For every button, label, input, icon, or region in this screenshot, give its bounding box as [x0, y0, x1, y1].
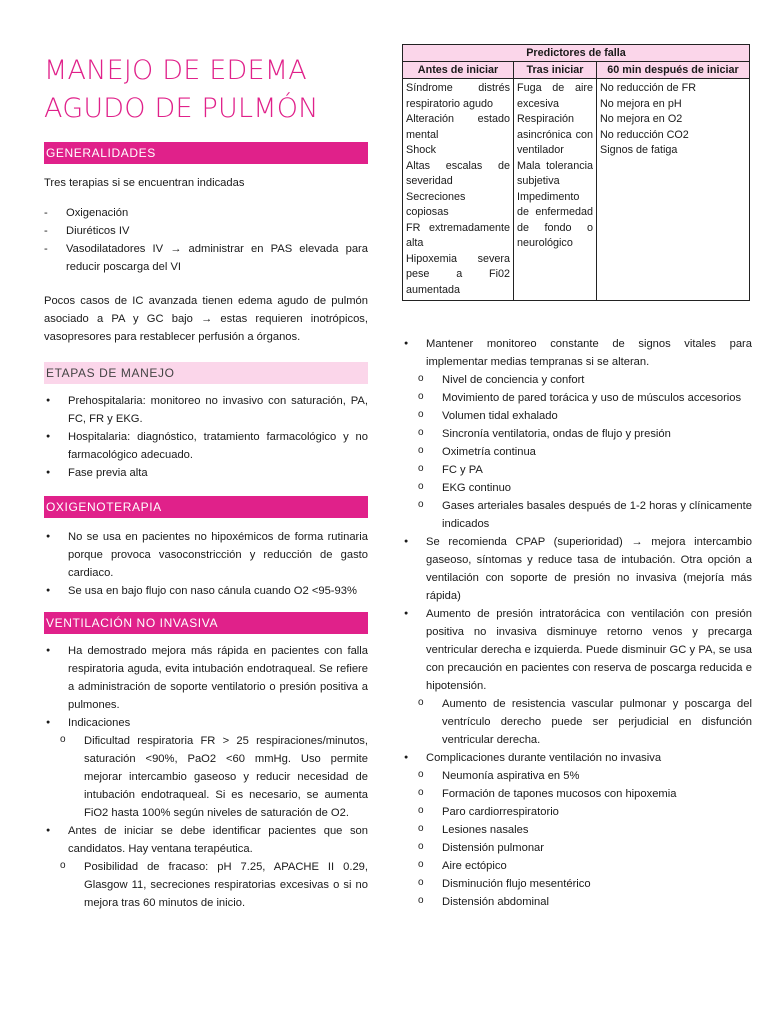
table-cell-antes: [403, 79, 514, 301]
table-header: Antes de iniciar: [403, 62, 514, 79]
sublist-item: o Aumento de resistencia vascular pulmonar y poscarga del ventrículo derecho puede ser perjudicial en disfunción ventricular derecha.: [418, 695, 752, 749]
list-item: ● Mantener monitoreo constante de signos vitales para implementar medias tempranas si se alteran.: [402, 335, 752, 371]
list-item: ● Aumento de presión intratorácica con ventilación con presión positiva no invasiva disminuye retorno venos y precarga ventricular derecha e izquierda. Puede disminuir GC y PA, se usa con precaución en pacientes con reserva de poscarga reducida e hipotensión.: [402, 605, 752, 695]
table-header: Tras iniciar: [514, 62, 597, 79]
cell-line: Alteración estado mental: [406, 113, 510, 141]
vni-indicaciones-sublist: [60, 732, 368, 822]
table-caption: Predictores de falla: [403, 45, 750, 62]
list-item: ● Ha demostrado mejora más rápida en pacientes con falla respiratoria aguda, evita intubación endotraqueal. Se refiere a administración de soporte ventilatorio o presión positiva a pulmones.: [44, 642, 368, 714]
cell-line: Shock: [406, 144, 437, 156]
presion-sublist: [418, 695, 752, 749]
cell-line: No reducción CO2: [600, 128, 689, 141]
list-item: ● Antes de iniciar se debe identificar pacientes que son candidatos. Hay ventana terapéutica.: [44, 822, 368, 858]
generalidades-list: [44, 204, 368, 276]
sublist-item: o Volumen tidal exhalado: [418, 407, 752, 425]
oxigenoterapia-list: [44, 528, 368, 600]
sublist-item: o Formación de tapones mucosos con hipoxemia: [418, 785, 752, 803]
sublist-item: o FC y PA: [418, 461, 752, 479]
sublist-item: o Movimiento de pared torácica y uso de músculos accesorios: [418, 389, 752, 407]
list-item: - Oxigenación: [44, 204, 368, 222]
list-item: ● Se recomienda CPAP (superioridad) → mejora intercambio gaseoso, síntomas y reduce tasa de intubación. Otra opción a ventilación con soporte de presión no invasiva (mejoría más rápida): [402, 533, 752, 605]
vni-fracaso-sublist: [60, 858, 368, 912]
title-line-2: AGUDO DE PULMÓN: [44, 93, 319, 124]
section-header-etapas: ETAPAS DE MANEJO: [44, 362, 368, 384]
sublist-item: o EKG continuo: [418, 479, 752, 497]
list-item: ● Hospitalaria: diagnóstico, tratamiento farmacológico y no farmacológico adecuado.: [44, 428, 368, 464]
sublist-item: o Gases arteriales basales después de 1-2 horas y clínicamente indicados: [418, 497, 752, 533]
list-item: ● Fase previa alta: [44, 464, 368, 482]
cell-line: Hipoxemia severa pese a Fi02 aumentada: [406, 252, 510, 296]
sublist-item: o Distensión abdominal: [418, 893, 752, 911]
list-item: ● Complicaciones durante ventilación no invasiva: [402, 749, 752, 767]
cell-line: No mejora en O2: [600, 113, 683, 125]
cell-line: Fuga de aire excesiva: [517, 82, 593, 110]
cell-line: Mala tolerancia subjetiva: [517, 159, 593, 187]
section-header-generalidades: GENERALIDADES: [44, 142, 368, 164]
generalidades-paragraph: Pocos casos de IC avanzada tienen edema agudo de pulmón asociado a PA y GC bajo → estas requieren inotrópicos, vasopresores para restablecer perfusión a órganos.: [44, 295, 368, 343]
vni-list-2: [44, 822, 368, 858]
table-cell-60min: [597, 79, 750, 301]
right-column: [402, 44, 752, 911]
cell-line: No mejora en pH: [600, 97, 682, 110]
generalidades-intro: Tres terapias si se encuentran indicadas: [44, 177, 245, 189]
cell-line: No reducción de FR: [600, 82, 697, 94]
cell-line: Signos de fatiga: [600, 144, 678, 156]
complicaciones-list: [402, 749, 752, 767]
cell-line: Impedimento de enfermedad de fondo o neurológico: [517, 190, 593, 249]
cell-line: Síndrome distrés respiratorio agudo: [406, 82, 510, 110]
list-item: - Vasodilatadores IV → administrar en PAS elevada para reducir poscarga del VI: [44, 240, 368, 276]
cell-line: Respiración asincrónica con ventilador: [517, 113, 593, 156]
complicaciones-sublist: [418, 767, 752, 911]
etapas-list: [44, 392, 368, 482]
sublist-item: o Paro cardiorrespiratorio: [418, 803, 752, 821]
sublist-item: o Aire ectópico: [418, 857, 752, 875]
sublist-item: o Nivel de conciencia y confort: [418, 371, 752, 389]
cpap-list: [402, 533, 752, 695]
list-item: ● No se usa en pacientes no hipoxémicos de forma rutinaria porque provoca vasoconstricción y reducción de gasto cardiaco.: [44, 528, 368, 582]
section-header-vni: VENTILACIÓN NO INVASIVA: [44, 612, 368, 634]
table-cell-tras: [514, 79, 597, 301]
section-header-oxigenoterapia: OXIGENOTERAPIA: [44, 496, 368, 518]
sublist-item: o Neumonía aspirativa en 5%: [418, 767, 752, 785]
predictores-table: [402, 44, 750, 301]
sublist-item: o Posibilidad de fracaso: pH 7.25, APACHE II 0.29, Glasgow 11, secreciones respiratorias excesivas o si no mejora tras 60 minutos de inicio.: [60, 858, 368, 912]
list-item: ● Indicaciones: [44, 714, 368, 732]
sublist-item: o Distensión pulmonar: [418, 839, 752, 857]
table-header: 60 min después de iniciar: [597, 62, 750, 79]
list-item: - Diuréticos IV: [44, 222, 368, 240]
sublist-item: o Oximetría continua: [418, 443, 752, 461]
cell-line: FR extremadamente alta: [406, 221, 510, 249]
sublist-item: o Sincronía ventilatoria, ondas de flujo y presión: [418, 425, 752, 443]
monitoreo-list: [402, 335, 752, 371]
sublist-item: o Lesiones nasales: [418, 821, 752, 839]
list-item: ● Se usa en bajo flujo con naso cánula cuando O2 <95-93%: [44, 582, 368, 600]
list-item: ● Prehospitalaria: monitoreo no invasivo con saturación, PA, FC, FR y EKG.: [44, 392, 368, 428]
title-line-1: MANEJO DE EDEMA: [44, 55, 307, 86]
vni-list: [44, 642, 368, 732]
page-title: [44, 52, 368, 128]
sublist-item: o Disminución flujo mesentérico: [418, 875, 752, 893]
sublist-item: o Dificultad respiratoria FR > 25 respiraciones/minutos, saturación <90%, PaO2 <60 mmHg. Uso permite mejorar intercambio gaseoso y reducir necesidad de intubación endotraqueal. Si es necesario, se aumenta FiO2 hasta 100% según niveles de saturación de O2.: [60, 732, 368, 822]
cell-line: Altas escalas de severidad: [406, 159, 510, 187]
cell-line: Secreciones copiosas: [406, 190, 466, 218]
left-column: [44, 44, 368, 912]
monitoreo-sublist: [418, 371, 752, 533]
